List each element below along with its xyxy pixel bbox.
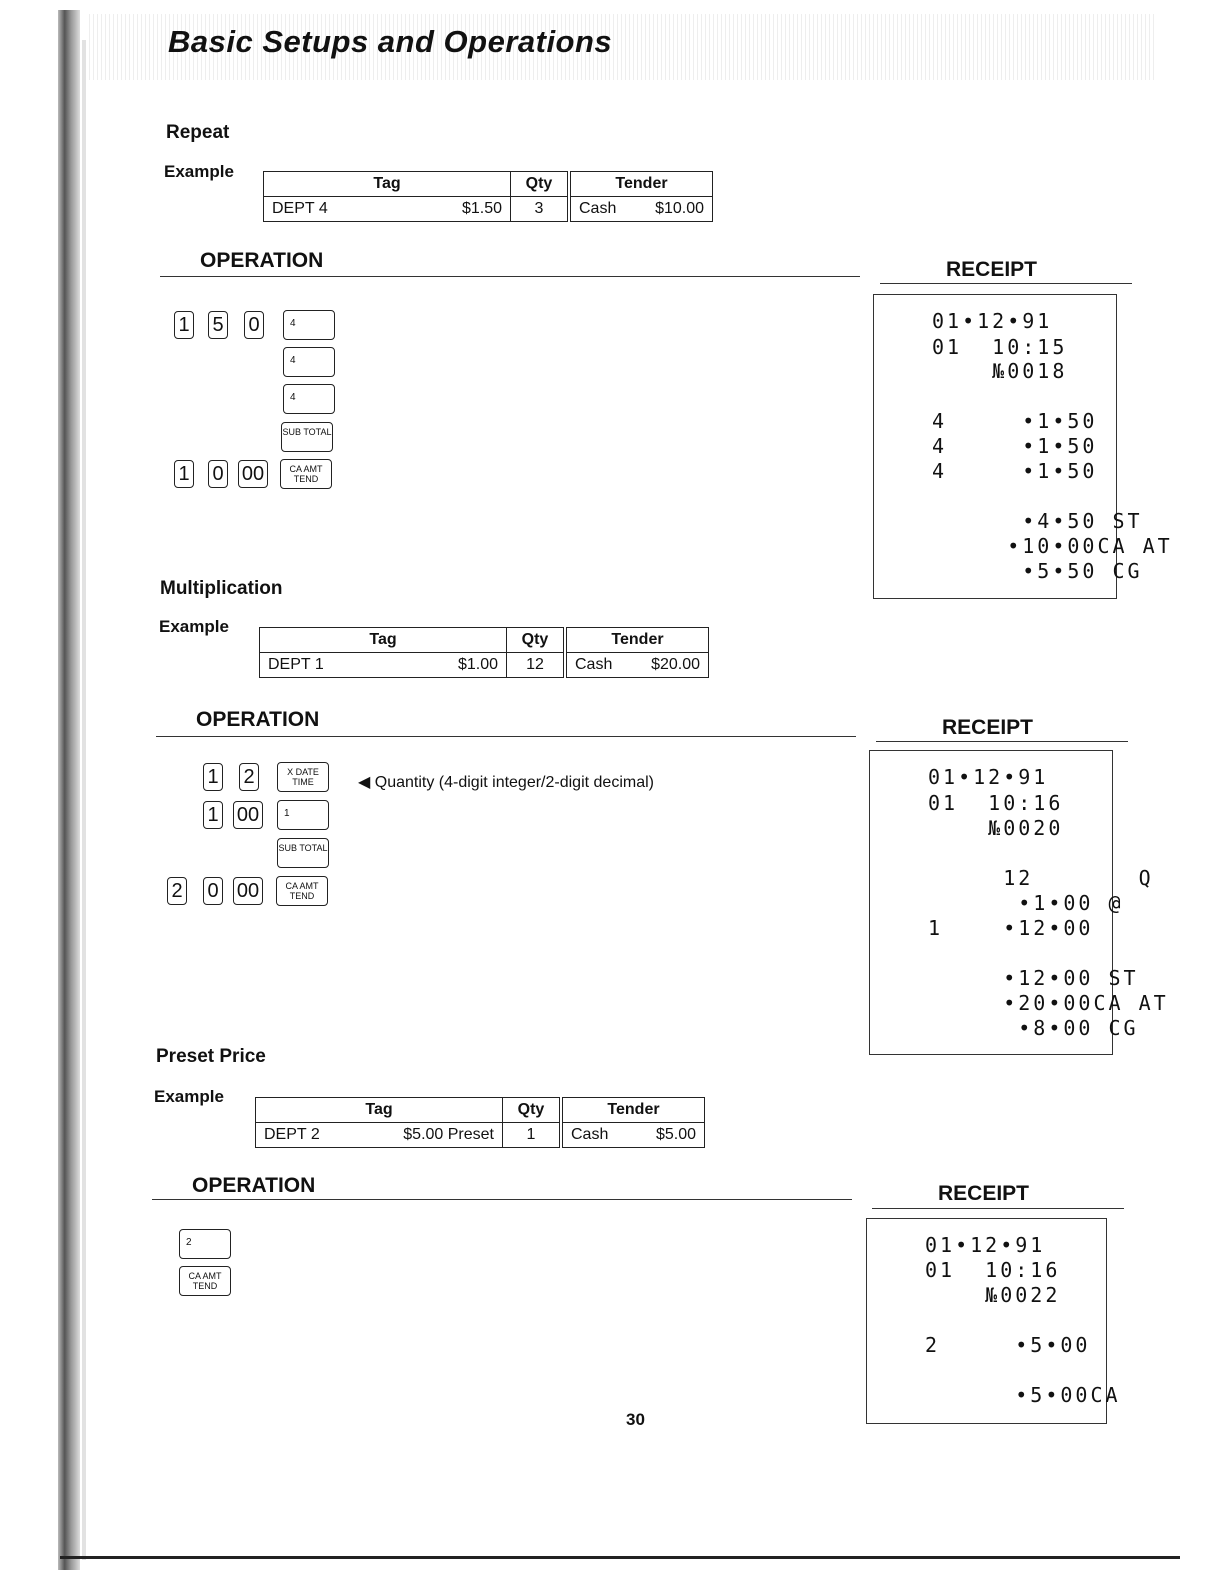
receipt-line: •5•50 CG bbox=[932, 559, 1143, 583]
key-5[interactable]: 5 bbox=[208, 311, 228, 339]
tender-header: Tender bbox=[569, 172, 713, 197]
receipt-line: 4 •1•50 bbox=[932, 409, 1098, 433]
qty-header: Qty bbox=[507, 628, 566, 653]
dept-key-4[interactable]: 4 bbox=[283, 384, 335, 414]
qty-cell: 1 bbox=[503, 1123, 562, 1148]
example-label: Example bbox=[164, 162, 234, 181]
receipt-preset bbox=[866, 1218, 1121, 1424]
operation-rule bbox=[156, 736, 856, 737]
example-table-preset bbox=[255, 1097, 705, 1148]
operation-label: OPERATION bbox=[200, 249, 324, 272]
tender-amount: $10.00 bbox=[655, 200, 704, 217]
dept-key-2[interactable]: 2 bbox=[179, 1229, 231, 1259]
quantity-note bbox=[358, 772, 654, 792]
key-1[interactable]: 1 bbox=[203, 763, 223, 791]
dept-price: $1.50 bbox=[461, 200, 502, 217]
key-1[interactable]: 1 bbox=[174, 460, 194, 488]
receipt-line: 2 •5•00 bbox=[925, 1333, 1091, 1357]
key-0[interactable]: 0 bbox=[203, 877, 223, 905]
receipt-repeat bbox=[873, 294, 1173, 599]
receipt-line: №0018 bbox=[932, 359, 1068, 383]
key-1[interactable]: 1 bbox=[174, 311, 194, 339]
qty-cell: 12 bbox=[507, 653, 566, 678]
receipt-line: №0022 bbox=[925, 1283, 1061, 1307]
section-title-repeat: Repeat bbox=[166, 122, 230, 143]
tender-amount: $5.00 bbox=[655, 1126, 696, 1143]
receipt-line: •1•00 @ bbox=[928, 891, 1124, 915]
receipt-line: 4 •1•50 bbox=[932, 459, 1098, 483]
tender-cell bbox=[561, 1123, 705, 1148]
receipt-label: RECEIPT bbox=[938, 1182, 1030, 1205]
receipt-line: 01•12•91 bbox=[925, 1233, 1046, 1257]
subtotal-key[interactable]: SUB TOTAL bbox=[281, 422, 333, 452]
dept-price: $1.00 bbox=[457, 656, 498, 673]
key-1[interactable]: 1 bbox=[203, 801, 223, 829]
dept-name: DEPT 2 bbox=[264, 1126, 320, 1143]
receipt-label: RECEIPT bbox=[942, 716, 1034, 739]
key-00[interactable]: 00 bbox=[238, 460, 268, 488]
key-00[interactable]: 00 bbox=[233, 877, 263, 905]
tag-header: Tag bbox=[264, 172, 511, 197]
receipt-line: •8•00 CG bbox=[928, 1016, 1139, 1040]
arrow-icon: ◀ bbox=[358, 774, 375, 791]
tender-amount: $20.00 bbox=[651, 656, 700, 673]
receipt-line: 01 10:16 bbox=[928, 791, 1064, 815]
tender-header: Tender bbox=[565, 628, 709, 653]
key-2[interactable]: 2 bbox=[239, 763, 259, 791]
multiply-date-time-key[interactable]: X DATE TIME bbox=[277, 762, 329, 792]
tag-header: Tag bbox=[260, 628, 507, 653]
key-00[interactable]: 00 bbox=[233, 801, 263, 829]
receipt-line: 4 •1•50 bbox=[932, 434, 1098, 458]
tender-type: Cash bbox=[575, 656, 613, 673]
tag-header: Tag bbox=[256, 1098, 503, 1123]
dept-name: DEPT 4 bbox=[272, 200, 328, 217]
page-bottom-edge bbox=[60, 1556, 1180, 1559]
receipt-label: RECEIPT bbox=[946, 258, 1038, 281]
ca-amt-tend-key[interactable]: CA AMT TEND bbox=[276, 876, 328, 906]
ca-amt-tend-key[interactable]: CA AMT TEND bbox=[280, 459, 332, 489]
operation-label: OPERATION bbox=[196, 708, 320, 731]
tender-header: Tender bbox=[561, 1098, 705, 1123]
qty-cell: 3 bbox=[511, 197, 570, 222]
receipt-line: 01•12•91 bbox=[932, 309, 1053, 333]
binding-shadow bbox=[82, 40, 86, 1560]
receipt-line: •4•50 ST bbox=[932, 509, 1143, 533]
tag-cell bbox=[256, 1123, 503, 1148]
quantity-note-text: Quantity (4-digit integer/2-digit decimal) bbox=[374, 774, 654, 791]
qty-header: Qty bbox=[511, 172, 570, 197]
section-title-preset-price: Preset Price bbox=[156, 1046, 266, 1067]
receipt-line: 01•12•91 bbox=[928, 765, 1049, 789]
key-2[interactable]: 2 bbox=[167, 877, 187, 905]
dept-name: DEPT 1 bbox=[268, 656, 324, 673]
receipt-line: 01 10:16 bbox=[925, 1258, 1061, 1282]
dept-key-4[interactable]: 4 bbox=[283, 347, 335, 377]
qty-header: Qty bbox=[503, 1098, 562, 1123]
page-title: Basic Setups and Operations bbox=[168, 24, 613, 59]
key-0[interactable]: 0 bbox=[208, 460, 228, 488]
receipt-line: 01 10:15 bbox=[932, 335, 1068, 359]
dept-price: $5.00 Preset bbox=[403, 1126, 494, 1143]
receipt-line: •12•00 ST bbox=[928, 966, 1139, 990]
subtotal-key[interactable]: SUB TOTAL bbox=[277, 838, 329, 868]
receipt-rule bbox=[876, 741, 1128, 742]
example-label: Example bbox=[154, 1087, 224, 1106]
example-table-repeat bbox=[263, 171, 713, 222]
receipt-rule bbox=[880, 283, 1132, 284]
binding-spine bbox=[58, 10, 80, 1570]
receipt-line: •10•00CA AT bbox=[932, 534, 1173, 558]
receipt-rule bbox=[872, 1208, 1124, 1209]
receipt-multiplication bbox=[869, 750, 1169, 1055]
tag-cell bbox=[264, 197, 511, 222]
operation-label: OPERATION bbox=[192, 1174, 316, 1197]
dept-key-1[interactable]: 1 bbox=[277, 800, 329, 830]
receipt-line: •20•00CA AT bbox=[928, 991, 1169, 1015]
receipt-line: №0020 bbox=[928, 816, 1064, 840]
section-title-multiplication: Multiplication bbox=[160, 578, 283, 599]
tender-cell bbox=[565, 653, 709, 678]
tender-type: Cash bbox=[579, 200, 617, 217]
tender-cell bbox=[569, 197, 713, 222]
operation-rule bbox=[160, 276, 860, 277]
dept-key-4[interactable]: 4 bbox=[283, 310, 335, 340]
ca-amt-tend-key[interactable]: CA AMT TEND bbox=[179, 1266, 231, 1296]
example-label: Example bbox=[159, 617, 229, 636]
page-number: 30 bbox=[626, 1410, 645, 1429]
receipt-line: 12 Q bbox=[928, 866, 1154, 890]
operation-rule bbox=[152, 1199, 852, 1200]
key-0[interactable]: 0 bbox=[244, 311, 264, 339]
receipt-line: •5•00CA bbox=[925, 1383, 1121, 1407]
tender-type: Cash bbox=[571, 1126, 609, 1143]
example-table-multiplication bbox=[259, 627, 709, 678]
receipt-line: 1 •12•00 bbox=[928, 916, 1094, 940]
tag-cell bbox=[260, 653, 507, 678]
